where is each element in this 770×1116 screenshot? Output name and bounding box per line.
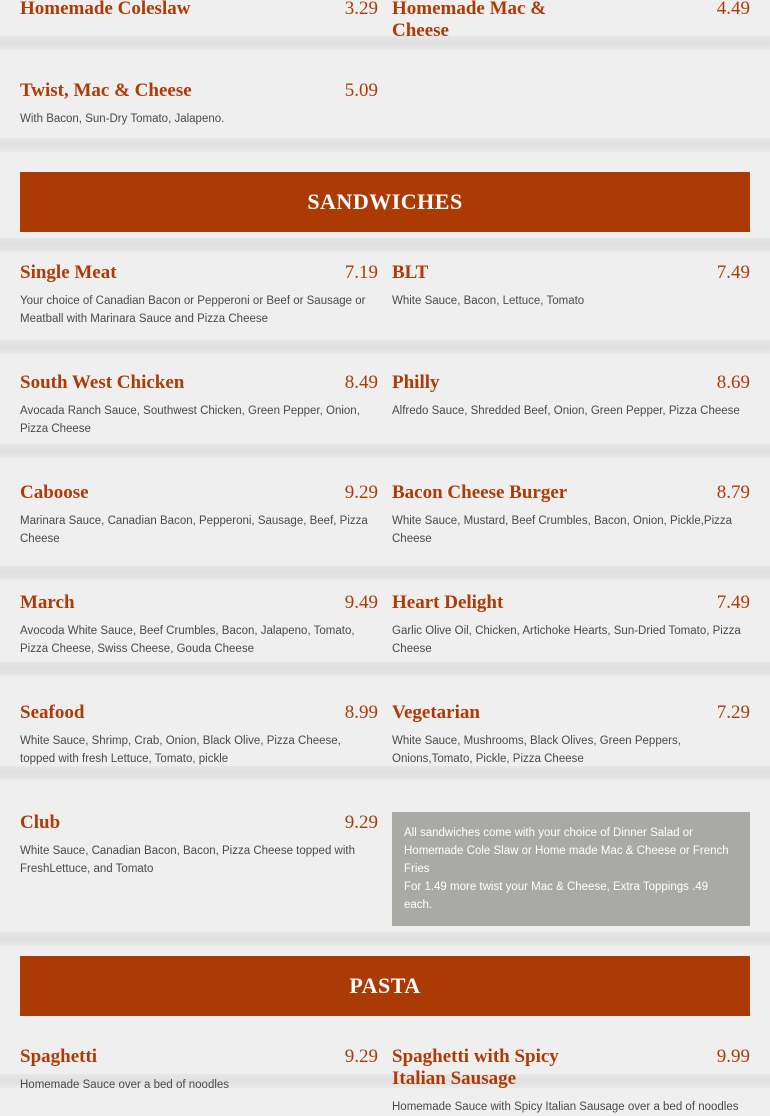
- item-price: 9.29: [344, 812, 378, 833]
- item-price: 4.49: [716, 0, 750, 19]
- item-price: 8.49: [344, 372, 378, 393]
- item-name: Bacon Cheese Burger: [392, 482, 568, 503]
- item-price: 3.29: [344, 0, 378, 19]
- item-description: Avocada Ranch Sauce, Southwest Chicken, Green Pepper, Onion, Pizza Cheese: [20, 405, 360, 435]
- note-line-sides: All sandwiches come with your choice of Dinner Salad or Homemade Cole Slaw or Home made Mac & Cheese or French Fries: [404, 827, 729, 875]
- item-price: 9.29: [344, 1046, 378, 1067]
- note-line-extras: For 1.49 more twist your Mac & Cheese, Extra Toppings .49 each.: [404, 881, 709, 911]
- item-description: White Sauce, Mushrooms, Black Olives, Green Peppers, Onions,Tomato, Pickle, Pizza Cheese: [392, 735, 681, 765]
- item-name: Spaghetti: [20, 1046, 98, 1067]
- item-name: South West Chicken: [20, 372, 185, 393]
- item-name: Twist, Mac & Cheese: [20, 80, 192, 101]
- item-name: BLT: [392, 262, 429, 283]
- item-price: 8.99: [344, 702, 378, 723]
- item-description: Your choice of Canadian Bacon or Pepperoni or Beef or Sausage or Meatball with Marinara Sauce and Pizza Cheese: [20, 295, 366, 325]
- item-name: March: [20, 592, 75, 613]
- item-price: 7.19: [344, 262, 378, 283]
- item-name: Spaghetti with Spicy Italian Sausage: [392, 1046, 559, 1089]
- item-description: White Sauce, Mustard, Beef Crumbles, Bacon, Onion, Pickle,Pizza Cheese: [392, 515, 733, 545]
- section-banner-pasta: PASTA: [20, 956, 750, 1016]
- section-banner-sandwiches: SANDWICHES: [20, 172, 750, 232]
- item-description: Alfredo Sauce, Shredded Beef, Onion, Green Pepper, Pizza Cheese: [392, 405, 740, 417]
- item-price: 9.29: [344, 482, 378, 503]
- item-description: White Sauce, Bacon, Lettuce, Tomato: [392, 295, 585, 307]
- item-price: 9.99: [716, 1046, 750, 1067]
- item-description: Avocoda White Sauce, Beef Crumbles, Bacon, Jalapeno, Tomato, Pizza Cheese, Swiss Cheese, Gouda Cheese: [20, 625, 355, 655]
- item-price: 7.49: [716, 592, 750, 613]
- item-description: Garlic Olive Oil, Chicken, Artichoke Hearts, Sun-Dried Tomato, Pizza Cheese: [392, 625, 741, 655]
- item-description: Homemade Sauce over a bed of noodles: [20, 1079, 230, 1091]
- item-price: 5.09: [344, 80, 378, 101]
- item-price: 8.69: [716, 372, 750, 393]
- item-description: Homemade Sauce with Spicy Italian Sausage over a bed of noodles: [392, 1101, 739, 1113]
- sandwich-sides-note: [392, 812, 750, 926]
- item-name: Philly: [392, 372, 440, 393]
- item-name: Club: [20, 812, 61, 833]
- item-price: 7.29: [716, 702, 750, 723]
- item-description: With Bacon, Sun-Dry Tomato, Jalapeno.: [20, 113, 225, 125]
- item-name: Vegetarian: [392, 702, 480, 723]
- item-description: White Sauce, Shrimp, Crab, Onion, Black Olive, Pizza Cheese, topped with fresh Lettuce, Tomato, pickle: [20, 735, 341, 765]
- item-name: Seafood: [20, 702, 85, 723]
- item-description: White Sauce, Canadian Bacon, Bacon, Pizza Cheese topped with FreshLettuce, and Tomato: [20, 845, 355, 875]
- item-description: Marinara Sauce, Canadian Bacon, Pepperoni, Sausage, Beef, Pizza Cheese: [20, 515, 368, 545]
- item-name: Caboose: [20, 482, 89, 503]
- item-price: 8.79: [716, 482, 750, 503]
- item-name: Homemade Mac & Cheese: [392, 0, 547, 41]
- item-price: 9.49: [344, 592, 378, 613]
- item-name: Single Meat: [20, 262, 117, 283]
- item-price: 7.49: [716, 262, 750, 283]
- item-name: Heart Delight: [392, 592, 504, 613]
- item-name: Homemade Coleslaw: [20, 0, 191, 19]
